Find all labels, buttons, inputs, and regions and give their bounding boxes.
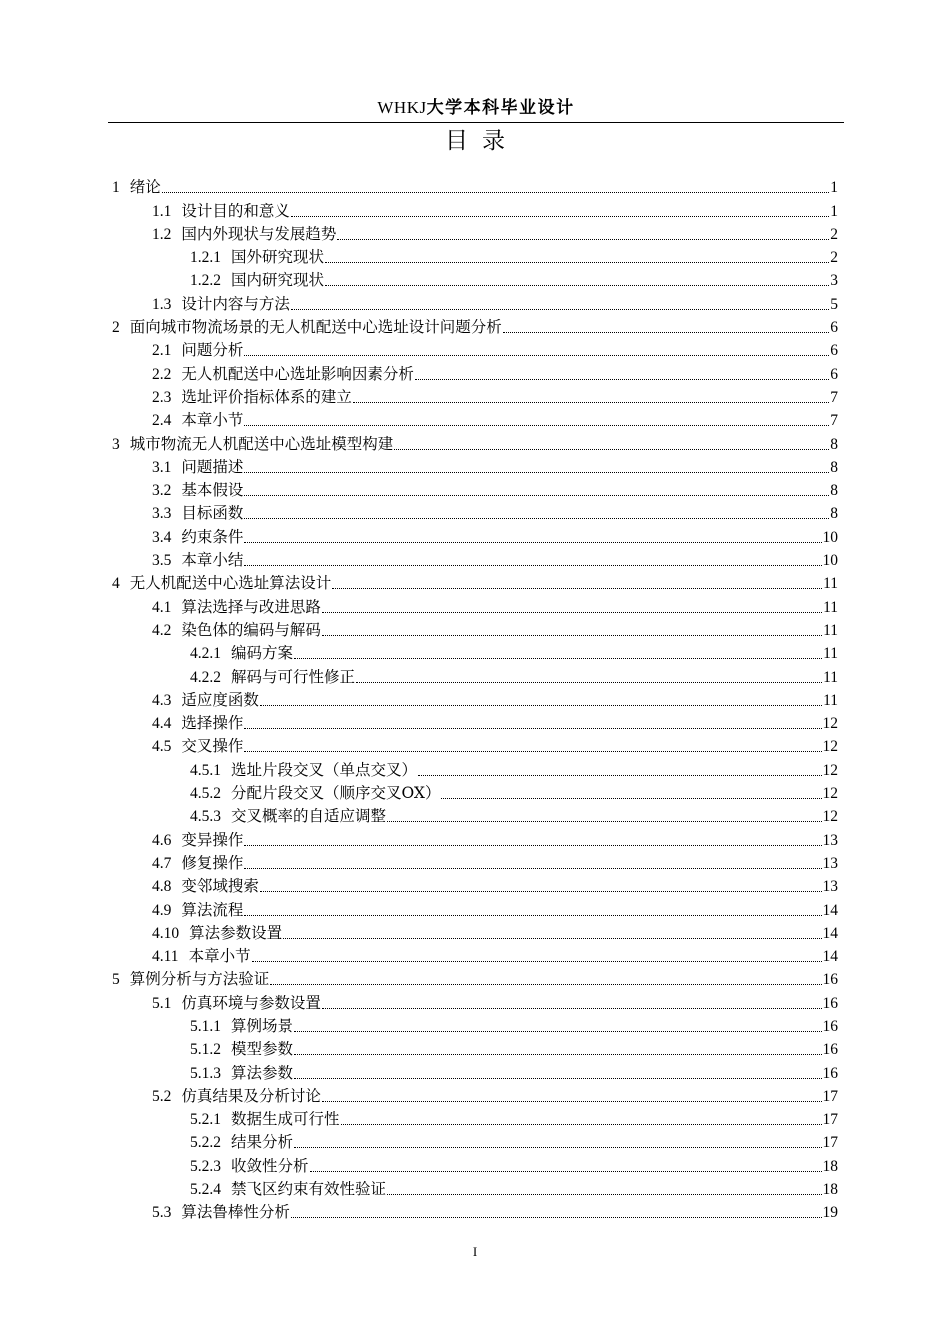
toc-entry-number: 4.2.2	[190, 668, 221, 686]
toc-entry[interactable]	[112, 314, 838, 337]
toc-entry-title: 设计目的和意义	[181, 201, 290, 220]
page-number: I	[472, 1244, 478, 1259]
toc-entry[interactable]	[112, 966, 838, 989]
toc-dot-leader	[244, 564, 821, 566]
toc-entry-title: 数据生成可行性	[231, 1110, 340, 1129]
toc-entry-title: 目标函数	[181, 504, 244, 523]
toc-dot-leader	[294, 657, 822, 659]
toc-entry[interactable]	[112, 360, 838, 383]
toc-entry[interactable]	[112, 523, 838, 546]
toc-dot-leader	[415, 378, 829, 380]
toc-entry-title: 算法参数	[231, 1063, 294, 1082]
toc-entry-page: 14	[822, 901, 838, 919]
toc-entry[interactable]	[112, 570, 838, 593]
toc-entry-title: 适应度函数	[181, 690, 259, 709]
toc-dot-leader	[332, 587, 822, 589]
toc-entry[interactable]	[112, 803, 838, 826]
header-institution-code: WHKJ	[377, 98, 427, 117]
toc-entry-number: 3.4	[152, 528, 172, 546]
toc-entry[interactable]	[112, 547, 838, 570]
toc-entry-number: 2.3	[152, 388, 172, 406]
toc-entry-title: 算法参数设置	[189, 923, 283, 942]
toc-entry-number: 3.3	[152, 505, 172, 523]
toc-entry[interactable]	[112, 687, 838, 710]
toc-entry-number: 1.1	[152, 202, 172, 220]
toc-entry-page: 8	[830, 458, 838, 476]
toc-dot-leader	[270, 983, 821, 985]
header-document-type: 大学本科毕业设计	[426, 98, 575, 118]
toc-entry[interactable]	[112, 850, 838, 873]
toc-entry-number: 5.2.3	[190, 1157, 221, 1175]
toc-entry-number: 2.2	[152, 365, 172, 383]
toc-entry-title: 本章小节	[181, 411, 244, 430]
toc-entry-page: 16	[822, 971, 838, 989]
toc-entry-number: 3.1	[152, 458, 172, 476]
toc-entry-title: 编码方案	[231, 644, 294, 663]
toc-entry-page: 16	[822, 1064, 838, 1082]
toc-entry-title: 收敛性分析	[231, 1156, 309, 1175]
toc-entry-page: 1	[830, 202, 838, 220]
toc-dot-leader	[260, 704, 822, 706]
toc-entry-number: 5.3	[152, 1204, 172, 1222]
toc-entry[interactable]	[112, 640, 838, 663]
toc-entry-number: 1.2.2	[190, 272, 221, 290]
toc-dot-leader	[322, 634, 822, 636]
toc-entry[interactable]	[112, 1152, 838, 1175]
toc-entry[interactable]	[112, 1013, 838, 1036]
toc-entry-page: 12	[822, 761, 838, 779]
toc-entry-number: 3.2	[152, 482, 172, 500]
toc-entry[interactable]	[112, 430, 838, 453]
toc-entry[interactable]	[112, 1176, 838, 1199]
toc-dot-leader	[162, 191, 829, 193]
toc-dot-leader	[294, 1030, 821, 1032]
toc-entry-title: 国内外现状与发展趋势	[181, 224, 337, 243]
toc-dot-leader	[322, 611, 822, 613]
toc-dot-leader	[244, 424, 829, 426]
toc-entry[interactable]	[112, 197, 838, 220]
toc-entry-title: 交叉概率的自适应调整	[231, 807, 387, 826]
toc-entry-page: 13	[822, 831, 838, 849]
toc-entry-number: 5.1.2	[190, 1041, 221, 1059]
toc-entry-number: 1.2.1	[190, 249, 221, 267]
toc-entry-title: 约束条件	[181, 527, 244, 546]
toc-dot-leader	[322, 1007, 822, 1009]
toc-entry-title: 选址评价指标体系的建立	[181, 387, 352, 406]
toc-entry-page: 11	[823, 621, 838, 639]
toc-entry-title: 仿真环境与参数设置	[181, 993, 321, 1012]
toc-entry-title: 无人机配送中心选址算法设计	[129, 574, 332, 593]
toc-entry-number: 5	[112, 971, 120, 989]
toc-entry-page: 16	[822, 994, 838, 1012]
toc-entry-title: 国外研究现状	[231, 248, 325, 267]
toc-entry-title: 本章小结	[181, 551, 244, 570]
toc-entry-page: 6	[830, 342, 838, 360]
toc-entry[interactable]	[112, 290, 838, 313]
toc-entry[interactable]	[112, 477, 838, 500]
toc-entry-page: 13	[822, 854, 838, 872]
toc-dot-leader	[244, 867, 821, 869]
toc-entry-number: 5.2	[152, 1087, 172, 1105]
toc-dot-leader	[283, 937, 821, 939]
toc-entry-page: 12	[822, 808, 838, 826]
toc-dot-leader	[291, 308, 829, 310]
toc-entry-title: 染色体的编码与解码	[181, 620, 321, 639]
toc-entry-number: 4.10	[152, 924, 180, 942]
toc-entry[interactable]	[112, 337, 838, 360]
toc-entry-title: 无人机配送中心选址影响因素分析	[181, 364, 414, 383]
toc-entry[interactable]	[112, 989, 838, 1012]
toc-entry-number: 5.1.3	[190, 1064, 221, 1082]
page-title: 目录	[445, 128, 519, 154]
toc-dot-leader	[325, 284, 829, 286]
toc-entry-number: 5.1.1	[190, 1017, 221, 1035]
toc-entry-page: 12	[822, 715, 838, 733]
toc-dot-leader	[387, 820, 821, 822]
toc-entry-page: 17	[822, 1087, 838, 1105]
toc-dot-leader	[244, 471, 829, 473]
toc-entry-number: 4.8	[152, 878, 172, 896]
toc-entry-page: 8	[830, 505, 838, 523]
toc-entry-page: 6	[830, 365, 838, 383]
toc-entry-page: 6	[830, 319, 838, 337]
toc-entry-title: 设计内容与方法	[181, 294, 290, 313]
toc-entry[interactable]	[112, 384, 838, 407]
toc-entry-page: 14	[822, 948, 838, 966]
toc-entry-number: 4.5	[152, 738, 172, 756]
toc-dot-leader	[294, 1077, 821, 1079]
toc-entry-page: 3	[830, 272, 838, 290]
toc-dot-leader	[310, 1170, 822, 1172]
toc-entry-page: 10	[822, 528, 838, 546]
toc-entry-page: 17	[822, 1134, 838, 1152]
toc-entry-number: 5.2.4	[190, 1181, 221, 1199]
toc-entry-title: 面向城市物流场景的无人机配送中心选址设计问题分析	[129, 318, 502, 337]
toc-dot-leader	[441, 797, 821, 799]
toc-entry-page: 12	[822, 738, 838, 756]
toc-entry-page: 1	[830, 179, 838, 197]
toc-entry-page: 18	[822, 1181, 838, 1199]
toc-entry-number: 4.2.1	[190, 645, 221, 663]
toc-entry[interactable]	[112, 733, 838, 756]
toc-entry-number: 5.2.1	[190, 1111, 221, 1129]
toc-entry[interactable]	[112, 244, 838, 267]
toc-entry-number: 5.2.2	[190, 1134, 221, 1152]
toc-entry-title: 算例分析与方法验证	[129, 970, 270, 989]
toc-entry[interactable]	[112, 500, 838, 523]
toc-entry[interactable]	[112, 1129, 838, 1152]
toc-entry-page: 8	[830, 435, 838, 453]
toc-entry-title: 算法选择与改进思路	[181, 597, 321, 616]
toc-entry-page: 16	[822, 1017, 838, 1035]
toc-dot-leader	[394, 448, 829, 450]
toc-entry[interactable]	[112, 617, 838, 640]
toc-entry-number: 4.6	[152, 831, 172, 849]
toc-entry-title: 变异操作	[181, 830, 244, 849]
toc-entry[interactable]	[112, 407, 838, 430]
toc-entry-number: 4.11	[152, 948, 179, 966]
toc-entry-number: 3.5	[152, 552, 172, 570]
toc-entry[interactable]	[112, 710, 838, 733]
toc-entry-number: 1	[112, 179, 120, 197]
toc-dot-leader	[387, 1193, 821, 1195]
toc-dot-leader	[337, 238, 829, 240]
toc-entry-number: 4.4	[152, 715, 172, 733]
toc-entry-page: 11	[823, 598, 838, 616]
toc-entry-title: 算例场景	[231, 1016, 294, 1035]
toc-entry-number: 3	[112, 435, 120, 453]
toc-entry[interactable]	[112, 896, 838, 919]
toc-entry-number: 2.1	[152, 342, 172, 360]
toc-entry-title: 绪论	[129, 178, 161, 197]
toc-dot-leader	[356, 681, 822, 683]
toc-entry-title: 解码与可行性修正	[231, 667, 356, 686]
toc-entry[interactable]	[112, 780, 838, 803]
toc-dot-leader	[291, 215, 829, 217]
toc-dot-leader	[244, 844, 821, 846]
toc-dot-leader	[244, 750, 821, 752]
toc-entry-title: 禁飞区约束有效性验证	[231, 1180, 387, 1199]
toc-entry-number: 2	[112, 319, 120, 337]
toc-entry-page: 7	[830, 388, 838, 406]
toc-entry-title: 选择操作	[181, 714, 244, 733]
toc-dot-leader	[325, 261, 829, 263]
toc-entry[interactable]	[112, 943, 838, 966]
toc-entry-page: 18	[822, 1157, 838, 1175]
toc-entry[interactable]	[112, 1083, 838, 1106]
toc-entry-title: 模型参数	[231, 1040, 294, 1059]
toc-entry-number: 4.5.1	[190, 761, 221, 779]
toc-entry-page: 7	[830, 412, 838, 430]
toc-entry[interactable]	[112, 826, 838, 849]
toc-dot-leader	[244, 494, 829, 496]
toc-dot-leader	[260, 890, 822, 892]
toc-dot-leader	[252, 960, 822, 962]
toc-entry[interactable]	[112, 663, 838, 686]
toc-dot-leader	[244, 517, 829, 519]
toc-entry-number: 4.5.2	[190, 785, 221, 803]
toc-entry-title: 国内研究现状	[231, 271, 325, 290]
toc-entry-number: 4.5.3	[190, 808, 221, 826]
toc-entry[interactable]	[112, 267, 838, 290]
toc-entry-page: 12	[822, 785, 838, 803]
toc-entry-page: 14	[822, 924, 838, 942]
toc-entry-title: 修复操作	[181, 853, 244, 872]
toc-entry-page: 11	[823, 691, 838, 709]
toc-entry-number: 4	[112, 575, 120, 593]
toc-dot-leader	[418, 774, 821, 776]
toc-entry-page: 8	[830, 482, 838, 500]
toc-entry-number: 4.1	[152, 598, 172, 616]
toc-entry[interactable]	[112, 221, 838, 244]
toc-dot-leader	[353, 401, 829, 403]
toc-entry-title: 问题描述	[181, 457, 244, 476]
toc-entry-page: 17	[822, 1111, 838, 1129]
toc-entry[interactable]	[112, 593, 838, 616]
toc-entry-title: 分配片段交叉（顺序交叉OX）	[231, 784, 441, 803]
toc-entry-title: 问题分析	[181, 341, 244, 360]
toc-entry-page: 11	[823, 668, 838, 686]
header-rule	[108, 122, 844, 123]
toc-dot-leader	[503, 331, 829, 333]
toc-entry-title: 交叉操作	[181, 737, 244, 756]
running-header	[108, 95, 844, 121]
toc-entry[interactable]	[112, 756, 838, 779]
toc-entry-page: 11	[823, 645, 838, 663]
toc-entry-title: 基本假设	[181, 481, 244, 500]
toc-entry-title: 变邻域搜索	[181, 877, 259, 896]
toc-entry[interactable]	[112, 1199, 838, 1222]
toc-entry[interactable]	[112, 920, 838, 943]
toc-entry-number: 1.3	[152, 295, 172, 313]
toc-entry-page: 16	[822, 1041, 838, 1059]
toc-entry-page: 2	[830, 225, 838, 243]
toc-entry-number: 5.1	[152, 994, 172, 1012]
toc-entry[interactable]	[112, 174, 838, 197]
toc-entry-number: 4.3	[152, 691, 172, 709]
toc-entry-number: 1.2	[152, 225, 172, 243]
toc-dot-leader	[294, 1053, 821, 1055]
toc-entry-title: 算法鲁棒性分析	[181, 1203, 290, 1222]
toc-entry[interactable]	[112, 454, 838, 477]
toc-entry-page: 5	[830, 295, 838, 313]
toc-dot-leader	[291, 1216, 822, 1218]
toc-dot-leader	[322, 1100, 822, 1102]
table-of-contents	[112, 174, 838, 1222]
toc-dot-leader	[244, 354, 829, 356]
toc-entry-title: 算法流程	[181, 900, 244, 919]
toc-entry-number: 4.9	[152, 901, 172, 919]
toc-entry[interactable]	[112, 1036, 838, 1059]
toc-entry[interactable]	[112, 1106, 838, 1129]
toc-dot-leader	[244, 541, 821, 543]
toc-entry-page: 10	[822, 552, 838, 570]
toc-dot-leader	[341, 1123, 822, 1125]
toc-entry[interactable]	[112, 873, 838, 896]
toc-entry-title: 城市物流无人机配送中心选址模型构建	[129, 434, 394, 453]
toc-dot-leader	[244, 727, 821, 729]
toc-entry-page: 13	[822, 878, 838, 896]
toc-entry-title: 仿真结果及分析讨论	[181, 1086, 321, 1105]
toc-entry-page: 11	[823, 575, 838, 593]
toc-entry-page: 2	[830, 249, 838, 267]
toc-entry-title: 结果分析	[231, 1133, 294, 1152]
toc-entry-title: 本章小节	[188, 947, 251, 966]
toc-entry-number: 2.4	[152, 412, 172, 430]
toc-entry-title: 选址片段交叉（单点交叉）	[231, 760, 418, 779]
toc-entry-page: 19	[822, 1204, 838, 1222]
toc-dot-leader	[294, 1146, 821, 1148]
toc-entry[interactable]	[112, 1059, 838, 1082]
toc-entry-number: 4.2	[152, 621, 172, 639]
toc-dot-leader	[244, 914, 821, 916]
toc-entry-number: 4.7	[152, 854, 172, 872]
